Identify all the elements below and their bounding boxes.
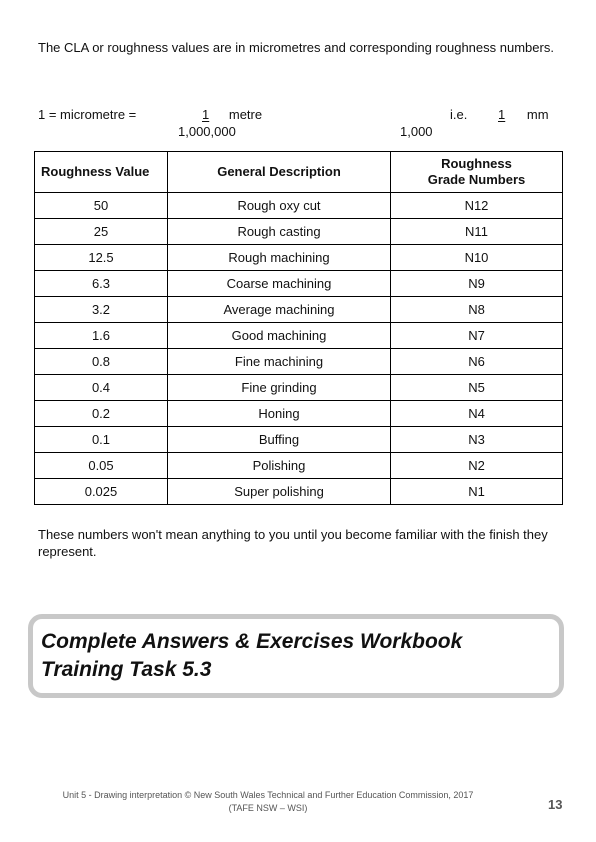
cell-description: Fine grinding	[168, 375, 391, 401]
formula-unit2: mm	[526, 107, 549, 122]
cell-value: 1.6	[35, 323, 168, 349]
banner-line-1: Complete Answers & Exercises Workbook	[41, 630, 463, 653]
cell-description: Fine machining	[168, 349, 391, 375]
cell-grade: N6	[391, 349, 563, 375]
cell-value: 0.025	[35, 479, 168, 505]
formula-ie: i.e.	[450, 107, 468, 122]
roughness-table	[34, 151, 563, 505]
cell-grade: N7	[391, 323, 563, 349]
cell-value: 25	[35, 219, 168, 245]
formula-unit1: metre	[228, 107, 263, 122]
table-header-row	[35, 152, 563, 193]
cell-grade: N1	[391, 479, 563, 505]
cell-description: Good machining	[168, 323, 391, 349]
table-row	[35, 323, 563, 349]
table-row	[35, 349, 563, 375]
header-grade-numbers: Roughness Grade Numbers	[391, 152, 563, 193]
formula-fraction-1	[180, 106, 262, 123]
cell-value: 12.5	[35, 245, 168, 271]
cell-grade: N3	[391, 427, 563, 453]
cell-grade: N2	[391, 453, 563, 479]
cell-value: 50	[35, 193, 168, 219]
outro-paragraph: These numbers won't mean anything to you until you become familiar with the finish they represent.	[38, 527, 548, 559]
cell-description: Super polishing	[168, 479, 391, 505]
formula-den1: 1,000,000	[178, 124, 236, 139]
cell-grade: N5	[391, 375, 563, 401]
cell-description: Buffing	[168, 427, 391, 453]
footer-line-2: (TAFE NSW – WSI)	[228, 803, 308, 813]
cell-value: 0.4	[35, 375, 168, 401]
cell-value: 6.3	[35, 271, 168, 297]
banner-line-2: Training Task 5.3	[41, 658, 212, 681]
footer-line-1: Unit 5 - Drawing interpretation © New South Wales Technical and Further Education Commission, 2017	[62, 790, 474, 800]
cell-grade: N4	[391, 401, 563, 427]
cell-description: Rough oxy cut	[168, 193, 391, 219]
table-row	[35, 193, 563, 219]
workbook-banner	[28, 614, 564, 698]
table-row	[35, 427, 563, 453]
table-row	[35, 219, 563, 245]
table-row	[35, 453, 563, 479]
table-row	[35, 297, 563, 323]
cell-description: Rough machining	[168, 245, 391, 271]
cell-grade: N8	[391, 297, 563, 323]
cell-description: Polishing	[168, 453, 391, 479]
table-row	[35, 271, 563, 297]
cell-grade: N11	[391, 219, 563, 245]
table-row	[35, 375, 563, 401]
footer-copyright	[38, 789, 498, 815]
cell-grade: N9	[391, 271, 563, 297]
cell-description: Honing	[168, 401, 391, 427]
formula-num2: 1	[498, 107, 506, 122]
header-general-description: General Description	[168, 152, 391, 193]
cell-value: 0.05	[35, 453, 168, 479]
intro-paragraph: The CLA or roughness values are in micrometres and corresponding roughness numbers.	[38, 40, 554, 55]
header-roughness-value: Roughness Value	[35, 152, 168, 193]
formula-den2: 1,000	[400, 124, 433, 139]
cell-value: 0.8	[35, 349, 168, 375]
cell-grade: N10	[391, 245, 563, 271]
table-row	[35, 245, 563, 271]
formula-num1: 1	[202, 107, 210, 122]
formula-lhs: 1 = micrometre =	[38, 107, 137, 122]
banner-title	[41, 628, 462, 684]
cell-value: 0.1	[35, 427, 168, 453]
table-row	[35, 401, 563, 427]
formula-fraction-2	[483, 106, 549, 123]
cell-description: Average machining	[168, 297, 391, 323]
cell-description: Coarse machining	[168, 271, 391, 297]
cell-grade: N12	[391, 193, 563, 219]
cell-description: Rough casting	[168, 219, 391, 245]
cell-value: 3.2	[35, 297, 168, 323]
cell-value: 0.2	[35, 401, 168, 427]
table-row	[35, 479, 563, 505]
page-number: 13	[548, 797, 563, 812]
